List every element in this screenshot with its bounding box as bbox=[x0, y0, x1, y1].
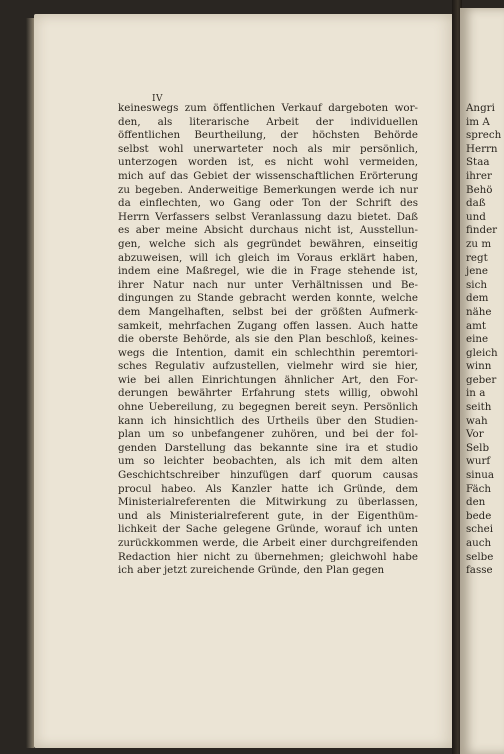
facing-text-line: amt bbox=[466, 319, 487, 332]
text-line: lichkeit der Sache gelegene Gründe, worauf ich unten bbox=[118, 523, 418, 536]
facing-text-line: regt bbox=[466, 251, 488, 264]
text-line: indem eine Maßregel, wie die in Frage stehende ist, bbox=[118, 265, 418, 278]
facing-text-line: Angri bbox=[466, 102, 495, 114]
facing-text-line: Selb bbox=[466, 441, 490, 454]
text-line: mich auf das Gebiet der wissenschaftlichen Erörterung bbox=[118, 169, 418, 182]
text-line: kann ich hinsichtlich des Urtheils über den Studien- bbox=[118, 414, 418, 427]
text-line: und als Ministerialreferent gute, in der Eigenthüm- bbox=[118, 509, 418, 522]
facing-text-line: wah bbox=[466, 414, 488, 427]
text-line: samkeit, mehrfachen Zugang offen lassen. Auch hatte bbox=[118, 319, 418, 332]
text-line: wie bei allen Einrichtungen ähnlicher Art, den For- bbox=[118, 373, 418, 386]
text-line: Redaction hier nicht zu übernehmen; gleichwohl habe bbox=[118, 550, 418, 563]
text-line: Ministerialreferenten die Mitwirkung zu überlassen, bbox=[118, 496, 418, 509]
facing-text-line: im A bbox=[466, 115, 490, 128]
text-line: abzuweisen, will ich gleich im Voraus erklärt haben, bbox=[118, 251, 418, 264]
facing-text-line: seith bbox=[466, 401, 492, 414]
text-line: Geschichtschreiber hinzufügen darf quorum causas bbox=[118, 469, 418, 482]
text-line: zu begeben. Anderweitige Bemerkungen werde ich nur bbox=[118, 183, 418, 196]
text-line: dem Mangelhaften, selbst bei der größten Aufmerk- bbox=[118, 305, 418, 318]
facing-text-line: jene bbox=[466, 265, 489, 278]
facing-text-line: auch bbox=[466, 537, 492, 549]
facing-text-line: Staa bbox=[466, 156, 490, 169]
facing-text-line: ihrer bbox=[466, 169, 492, 182]
facing-text-line: daß bbox=[466, 197, 486, 210]
facing-text-line: bede bbox=[466, 509, 492, 522]
facing-text-line: sich bbox=[466, 278, 487, 291]
facing-text-line: dem bbox=[466, 292, 489, 305]
facing-text-line: wurf bbox=[466, 455, 491, 468]
facing-text-line: winn bbox=[466, 360, 492, 373]
facing-text-line: und bbox=[466, 210, 486, 223]
facing-text-line: zu m bbox=[466, 237, 492, 250]
facing-text-line: Behö bbox=[466, 183, 493, 196]
page-number: IV bbox=[152, 94, 164, 104]
text-line: öffentlichen Beurtheilung, der höchsten Behörde bbox=[118, 129, 418, 142]
text-line: keineswegs zum öffentlichen Verkauf dargeboten wor- bbox=[118, 102, 418, 114]
text-line: da einflechten, wo Gang oder Ton der Schrift des bbox=[118, 197, 418, 210]
facing-text-line: fasse bbox=[466, 564, 493, 577]
text-line: unterzogen worden ist, es nicht wohl vermeiden, bbox=[118, 156, 418, 169]
facing-text-line: finder bbox=[466, 224, 498, 237]
facing-page bbox=[460, 8, 504, 754]
text-line: ohne Uebereilung, zu begegnen bereit seyn. Persönlich bbox=[118, 401, 418, 414]
text-line: die oberste Behörde, als sie den Plan beschloß, keines- bbox=[118, 333, 418, 346]
facing-text-line: schei bbox=[466, 523, 494, 536]
facing-text-line: Herrn bbox=[466, 142, 498, 155]
text-line: derungen bewährter Erfahrung stets willig, obwohl bbox=[118, 387, 418, 400]
text-line: gen, welche sich als gegründet bewähren, einseitig bbox=[118, 237, 418, 250]
page-edge bbox=[26, 18, 34, 748]
text-line: genden Darstellung das bekannte sine ira et studio bbox=[118, 441, 418, 454]
facing-text-line: eine bbox=[466, 333, 489, 346]
facing-text-line: in a bbox=[466, 387, 486, 400]
facing-text-line: selbe bbox=[466, 550, 494, 563]
facing-text-line: Fäch bbox=[466, 482, 491, 495]
text-line: plan um so unbefangener zuhören, und bei der fol- bbox=[118, 428, 418, 441]
text-line: wegs die Intention, damit ein schlechthin peremtori- bbox=[118, 346, 418, 359]
facing-text-line: sprech bbox=[466, 129, 502, 142]
text-line: selbst wohl unerwarteter noch als mir persönlich, bbox=[118, 142, 418, 155]
text-line: sches Regulativ aufzustellen, vielmehr wird sie hier, bbox=[118, 360, 418, 373]
text-line: ich aber jetzt zureichende Gründe, den Plan gegen bbox=[118, 564, 385, 577]
text-line: es aber meine Absicht durchaus nicht ist, Ausstellun- bbox=[118, 224, 418, 237]
facing-text-line: Vor bbox=[466, 428, 484, 441]
facing-text-line: gleich bbox=[466, 346, 498, 359]
text-line: procul habeo. Als Kanzler hatte ich Gründe, dem bbox=[118, 482, 418, 495]
body-text bbox=[118, 102, 418, 578]
text-line: um so leichter beobachten, als ich mit dem alten bbox=[118, 455, 418, 468]
facing-text-line: nähe bbox=[466, 305, 492, 318]
text-line: Herrn Verfassers selbst Veranlassung dazu bietet. Daß bbox=[118, 210, 418, 223]
text-line: den, als literarische Arbeit der individuellen bbox=[118, 115, 418, 128]
text-line: ihrer Natur nach nur unter Verhältnissen und Be- bbox=[118, 278, 418, 291]
text-line: dingungen zu Stande gebracht werden konnte, welche bbox=[118, 292, 418, 305]
facing-text-line: den bbox=[466, 496, 486, 509]
facing-page-text bbox=[466, 102, 501, 578]
facing-text-line: sinua bbox=[466, 469, 494, 482]
facing-text-line: geber bbox=[466, 373, 497, 386]
text-line: zurückkommen werde, die Arbeit einer durchgreifenden bbox=[118, 537, 418, 549]
